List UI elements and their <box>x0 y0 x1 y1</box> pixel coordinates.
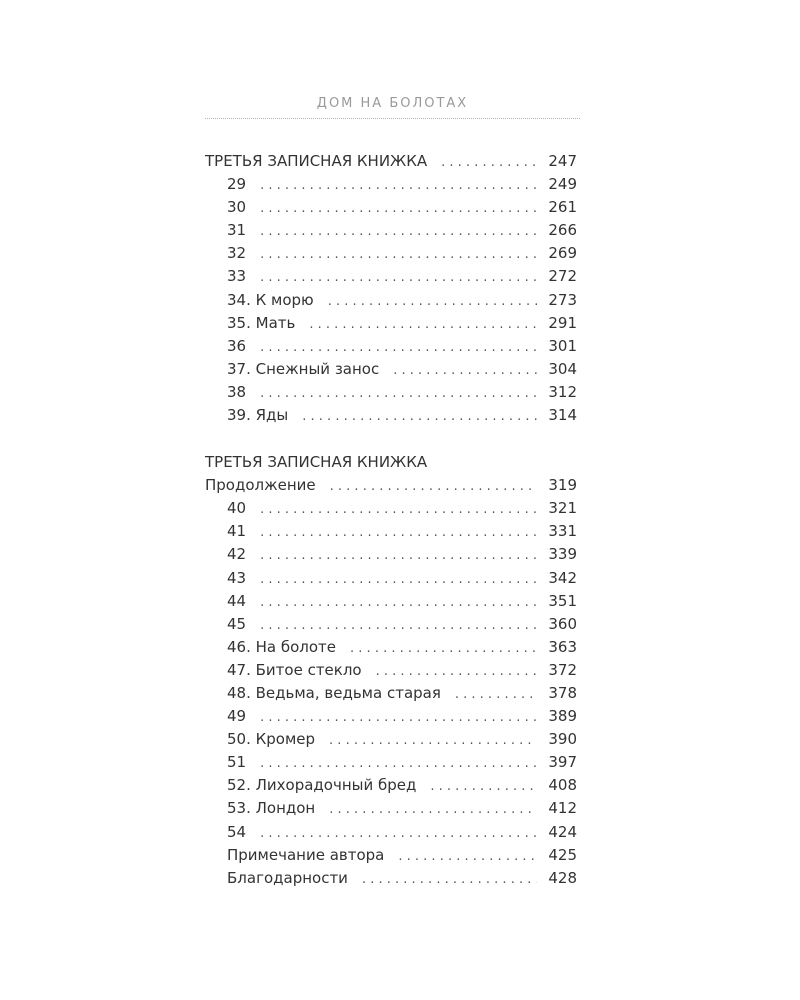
toc-entry[interactable] <box>205 567 577 590</box>
toc-entry-page-number: 319 <box>548 476 577 495</box>
toc-entry-title: ТРЕТЬЯ ЗАПИСНАЯ КНИЖКА <box>205 152 428 170</box>
toc-entry-title: 41 <box>227 522 247 541</box>
dot-leader <box>430 775 537 798</box>
dot-leader <box>350 637 537 660</box>
toc-entry-page-number: 412 <box>548 799 577 818</box>
toc-entry-title: 44 <box>227 591 247 610</box>
toc-entry-page-number: 247 <box>548 152 577 170</box>
header-dotted-rule <box>205 118 580 119</box>
dot-leader <box>260 752 537 775</box>
toc-entry[interactable] <box>205 659 577 682</box>
toc-entry[interactable] <box>205 636 577 659</box>
toc-entry-title: 49 <box>227 707 247 726</box>
toc-entry-title: 42 <box>227 545 247 564</box>
dot-leader <box>260 266 537 289</box>
toc-entry[interactable] <box>205 867 577 890</box>
toc-entry-title: 30 <box>227 198 247 217</box>
dot-leader <box>260 498 537 521</box>
toc-entry-page-number: 363 <box>548 637 577 656</box>
dot-leader <box>260 197 537 220</box>
toc-entry[interactable] <box>205 335 577 358</box>
toc-entry[interactable] <box>205 590 577 613</box>
toc-entry-title: 43 <box>227 568 247 587</box>
dot-leader <box>260 382 537 405</box>
toc-entry-title: Благодарности <box>227 868 348 887</box>
toc-entry-page-number: 273 <box>548 290 577 309</box>
toc-entry[interactable] <box>205 265 577 288</box>
toc-entry-title: 54 <box>227 822 247 841</box>
toc-section-heading: ТРЕТЬЯ ЗАПИСНАЯ КНИЖКА <box>205 453 428 472</box>
dot-leader <box>260 544 537 567</box>
toc-entry-title: 39. Яды <box>227 406 289 425</box>
toc-entry-title: 46. На болоте <box>227 637 337 656</box>
toc-entry[interactable] <box>205 196 577 219</box>
dot-leader <box>260 706 537 729</box>
toc-entry[interactable] <box>205 797 577 820</box>
toc-entry[interactable] <box>205 242 577 265</box>
toc-entry-title: 51 <box>227 753 247 772</box>
toc-entry-page-number: 301 <box>548 336 577 355</box>
toc-entry[interactable] <box>205 844 577 867</box>
toc-entry[interactable] <box>205 312 577 335</box>
toc-entry-title: 36 <box>227 336 247 355</box>
dot-leader <box>376 660 537 683</box>
toc-entry[interactable] <box>205 404 577 427</box>
running-head: ДОМ НА БОЛОТАХ <box>316 96 469 111</box>
toc-entry[interactable] <box>205 173 577 196</box>
toc-entry-title: 34. К морю <box>227 290 314 309</box>
toc-entry[interactable] <box>205 381 577 404</box>
table-of-contents <box>205 150 577 890</box>
dot-leader <box>260 243 537 266</box>
toc-entry[interactable] <box>205 289 577 312</box>
toc-entry[interactable] <box>205 728 577 751</box>
toc-entry-page-number: 291 <box>548 313 577 332</box>
toc-entry-title: 50. Кромер <box>227 730 316 749</box>
dot-leader <box>260 521 537 544</box>
toc-entry-page-number: 266 <box>548 221 577 240</box>
toc-entry-title: 31 <box>227 221 247 240</box>
toc-entry[interactable] <box>205 543 577 566</box>
toc-entry[interactable] <box>205 497 577 520</box>
dot-leader <box>330 475 537 498</box>
dot-leader <box>260 822 537 845</box>
dot-leader <box>441 151 537 174</box>
toc-entry-page-number: 397 <box>548 753 577 772</box>
dot-leader <box>329 798 537 821</box>
toc-entry-title: 40 <box>227 499 247 518</box>
toc-entry[interactable] <box>205 150 577 173</box>
dot-leader <box>260 614 537 637</box>
toc-entry-title: Продолжение <box>205 476 316 495</box>
toc-section <box>205 451 577 890</box>
toc-entry[interactable] <box>205 682 577 705</box>
toc-entry-page-number: 360 <box>548 614 577 633</box>
toc-entry-page-number: 272 <box>548 267 577 286</box>
dot-leader <box>309 313 537 336</box>
toc-entry-page-number: 389 <box>548 707 577 726</box>
toc-entry-page-number: 321 <box>548 499 577 518</box>
toc-entry-page-number: 425 <box>548 845 577 864</box>
toc-entry-page-number: 372 <box>548 660 577 679</box>
dot-leader <box>455 683 537 706</box>
toc-entry-title: 32 <box>227 244 247 263</box>
toc-entry-page-number: 261 <box>548 198 577 217</box>
dot-leader <box>302 405 537 428</box>
toc-entry-page-number: 249 <box>548 175 577 194</box>
toc-entry-title: 53. Лондон <box>227 799 316 818</box>
toc-entry-page-number: 424 <box>548 822 577 841</box>
toc-entry[interactable] <box>205 358 577 381</box>
toc-entry[interactable] <box>205 474 577 497</box>
dot-leader <box>329 729 537 752</box>
dot-leader <box>393 359 537 382</box>
toc-entry-page-number: 331 <box>548 522 577 541</box>
toc-entry-title: Примечание автора <box>227 845 385 864</box>
toc-entry-page-number: 408 <box>548 776 577 795</box>
toc-entry[interactable] <box>205 219 577 242</box>
toc-entry-title: 38 <box>227 382 247 401</box>
toc-entry-page-number: 269 <box>548 244 577 263</box>
toc-entry-title: 29 <box>227 175 247 194</box>
toc-entry-page-number: 304 <box>548 359 577 378</box>
toc-entry-title: 35. Мать <box>227 313 296 332</box>
toc-entry-title: 45 <box>227 614 247 633</box>
dot-leader <box>260 174 537 197</box>
dot-leader <box>362 868 537 891</box>
toc-entry-page-number: 351 <box>548 591 577 610</box>
dot-leader <box>398 845 537 868</box>
toc-entry[interactable] <box>205 520 577 543</box>
dot-leader <box>260 220 537 243</box>
toc-entry[interactable] <box>205 774 577 797</box>
toc-entry-title: 47. Битое стекло <box>227 660 362 679</box>
dot-leader <box>328 290 537 313</box>
dot-leader <box>260 568 537 591</box>
toc-entry-page-number: 378 <box>548 683 577 702</box>
toc-entry-page-number: 342 <box>548 568 577 587</box>
toc-section <box>205 150 577 427</box>
toc-entry[interactable] <box>205 821 577 844</box>
dot-leader <box>260 591 537 614</box>
toc-entry-page-number: 314 <box>548 406 577 425</box>
toc-entry[interactable] <box>205 613 577 636</box>
dot-leader <box>260 336 537 359</box>
toc-entry[interactable] <box>205 705 577 728</box>
toc-entry-title: 37. Снежный занос <box>227 359 380 378</box>
toc-entry-title: 33 <box>227 267 247 286</box>
toc-entry[interactable] <box>205 751 577 774</box>
toc-entry-title: 48. Ведьма, ведьма старая <box>227 683 441 702</box>
toc-entry-page-number: 390 <box>548 730 577 749</box>
toc-entry-page-number: 428 <box>548 868 577 887</box>
toc-entry-title: 52. Лихорадочный бред <box>227 776 417 795</box>
toc-entry-page-number: 339 <box>548 545 577 564</box>
toc-entry-page-number: 312 <box>548 382 577 401</box>
